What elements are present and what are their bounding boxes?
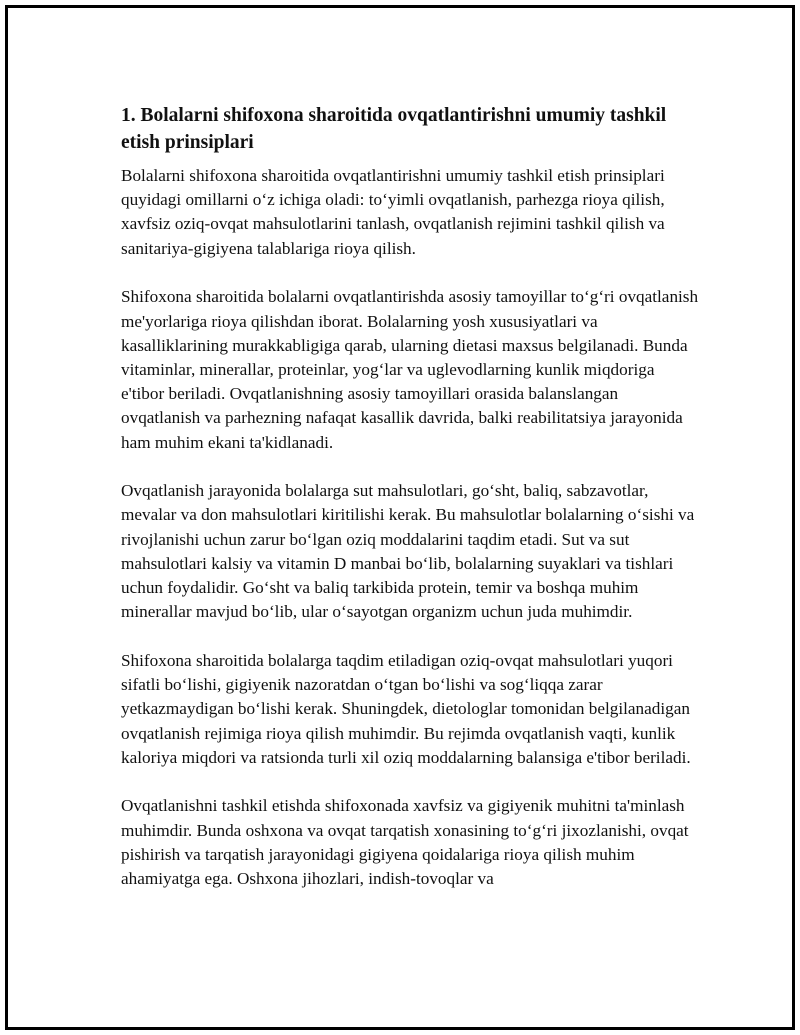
- page-frame: [5, 5, 795, 1030]
- paragraph-4: Shifoxona sharoitida bolalarga taqdim etiladigan oziq-ovqat mahsulotlari yuqori sifatli bo‘lishi, gigiyenik nazoratdan o‘tgan bo‘lishi va sog‘liqqa zarar yetkazmaydigan bo‘lishi kerak. Shuningdek, dietologlar tomonidan belgilanadigan ovqatlanish rejimiga rioya qilish muhimdir. Bu rejimda ovqatlanish vaqti, kunlik kaloriya miqdori va ratsionda turli xil oziq moddalarning balansiga e'tibor beriladi.: [121, 650, 691, 767]
- section-heading: 1. Bolalarni shifoxona sharoitida ovqatlantirishni umumiy tashkil etish prinsiplari: [121, 105, 667, 153]
- document-body: [121, 102, 701, 916]
- paragraph-3: Ovqatlanish jarayonida bolalarga sut mahsulotlari, go‘sht, baliq, sabzavotlar, mevalar va don mahsulotlari kiritilishi kerak. Bu mahsulotlar bolalarning o‘sishi va rivojlanishi uchun zarur bo‘lgan oziq moddalarini taqdim etadi. Sut va sut mahsulotlari kalsiy va vitamin D manbai bo‘lib, bolalarning suyaklari va tishlari uchun foydalidir. Go‘sht va baliq tarkibida protein, temir va boshqa muhim minerallar mavjud bo‘lib, ular o‘sayotgan organizm uchun juda muhimdir.: [121, 481, 695, 622]
- paragraph-5: Ovqatlanishni tashkil etishda shifoxonada xavfsiz va gigiyenik muhitni ta'minlash muhimdir. Bunda oshxona va ovqat tarqatish xonasining to‘g‘ri jixozlanishi, ovqat pishirish va tarqatish jarayonidagi gigiyena qoidalariga rioya qilish muhim ahamiyatga ega. Oshxona jihozlari, indish-tovoqlar va: [121, 796, 689, 889]
- paragraph-1: Bolalarni shifoxona sharoitida ovqatlantirishni umumiy tashkil etish prinsiplari quyidagi omillarni o‘z ichiga oladi: to‘yimli ovqatlanish, parhezga rioya qilish, xavfsiz oziq-ovqat mahsulotlarini tanlash, ovqatlanish rejimini tashkil qilish va sanitariya-gigiyena talablariga rioya qilish.: [121, 166, 665, 258]
- paragraph-2: Shifoxona sharoitida bolalarni ovqatlantirishda asosiy tamoyillar to‘g‘ri ovqatlanish me'yorlariga rioya qilishdan iborat. Bolalarning yosh xususiyatlari va kasalliklarining murakkabligiga qarab, ularning dietasi maxsus belgilanadi. Bunda vitaminlar, minerallar, proteinlar, yog‘lar va uglevodlarning kunlik miqdoriga e'tibor beriladi. Ovqatlanishning asosiy tamoyillari orasida balanslangan ovqatlanish va parhezning nafaqat kasallik davrida, balki reabilitatsiya jarayonida ham muhim ekani ta'kidlanadi.: [121, 287, 699, 452]
